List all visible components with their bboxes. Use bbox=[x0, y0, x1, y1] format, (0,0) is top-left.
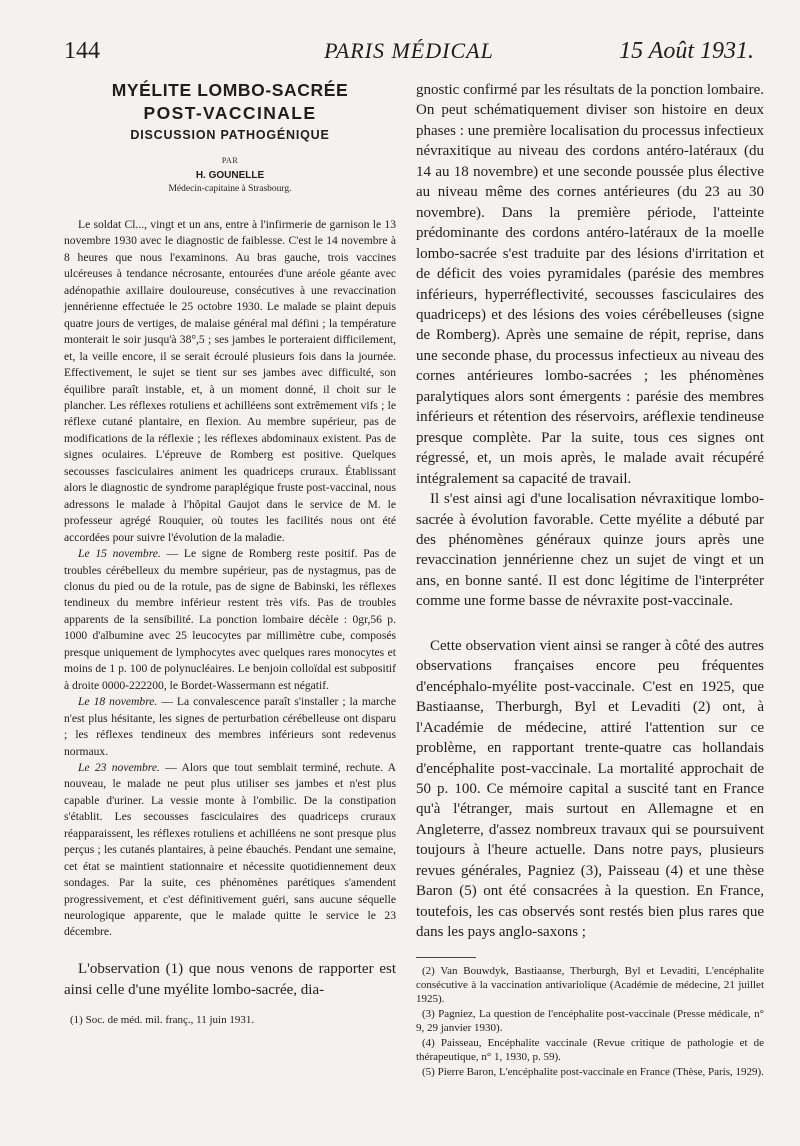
section-gap bbox=[416, 612, 764, 636]
footnote-3: (3) Pagniez, La question de l'encéphalite post-vaccinale (Presse médicale, n° 9, 29 janvier 1930). bbox=[416, 1007, 764, 1034]
article-title-line2: POST-VACCINALE bbox=[143, 103, 317, 123]
case-paragraph-3: Le 18 novembre. — La convalescence paraît s'installer ; la marche n'est plus hésitante, les signes de perturbation cérébelleuse ont disparu ; les réflexes tendineux des membres inférieurs sont redevenus normaux. bbox=[64, 695, 396, 758]
left-column bbox=[64, 78, 396, 1027]
article-title-line1: MYÉLITE LOMBO-SACRÉE bbox=[111, 80, 349, 100]
byline-par: PAR bbox=[221, 156, 239, 165]
observation-lead: L'observation (1) que nous venons de rapporter est ainsi celle d'une myélite lombo-sacrée, dia- bbox=[64, 960, 396, 998]
discussion-text bbox=[416, 80, 764, 943]
page-number: 144 bbox=[64, 38, 100, 64]
case-paragraph-2: Le 15 novembre. — Le signe de Romberg reste positif. Pas de troubles cérébelleux du membre supérieur, pas de nystagmus, pas de clonus du pied ou de la rotule, pas de signe de Babinski, les réflexes tendineux du membre inférieur restent très vifs. Pas de troubles apparents de la sensibilité. La ponction lombaire décèle : 0gr,56 p. 1000 d'albumine avec 25 leucocytes par millimètre cube, composés presque uniquement de lymphocytes avec quelques rares monocytes et moins de 1 p. 100 de polynucléaires. Le benjoin colloïdal est subpositif à droite 0000-222200, le Bordet-Wassermann est négatif. bbox=[64, 547, 396, 692]
discussion-paragraph-2: Il s'est ainsi agi d'une localisation névraxitique lombo-sacrée à évolution favorable. Cette myélite a débuté par des phénomènes généraux quinze jours après une revaccination jennérienne chez un sujet de vingt et un ans, en bonne santé. Il est donc légitime de l'interpréter comme une forme basse de névraxite post-vaccinale. bbox=[416, 491, 764, 610]
footnote-5: (5) Pierre Baron, L'encéphalite post-vaccinale en France (Thèse, Paris, 1929). bbox=[422, 1065, 764, 1078]
footnotes bbox=[416, 964, 764, 1079]
article-subtitle: DISCUSSION PATHOGÉNIQUE bbox=[130, 128, 330, 142]
author-name: H. GOUNELLE bbox=[195, 170, 265, 181]
case-report bbox=[64, 217, 396, 941]
date-label: Le 23 novembre. bbox=[78, 760, 160, 774]
discussion-paragraph-3: Cette observation vient ainsi se ranger à côté des autres observations françaises encore peu fréquentes d'encéphalo-myélite post-vaccinale. C'est en 1925, que Bastiaanse, Therburgh, Byl et Levaditi (2) ont, à l'Académie de médecine, attiré l'attention sur ce problème, en rapportant trente-quatre cas hollandais d'encéphalite post-vaccinale. La mortalité approchait de 50 p. 100. Ce mémoire capital a suscité tant en France qu'à l'étranger, mais surtout en Allemagne et en Angleterre, d'assez nombreux travaux qui se poursuivent toujours à l'heure actuelle. Dans notre pays, plusieurs revues générales, Pagniez (3), Paisseau (4) et une thèse Baron (5) ont été consacrées à la question. En France, toutefois, les cas observés sont restés bien plus rares que dans les pays anglo-saxons ; bbox=[416, 637, 764, 941]
footnote-4: (4) Paisseau, Encéphalite vaccinale (Revue critique de pathologie et de thérapeutique, n° 1, 1930, p. 59). bbox=[416, 1036, 764, 1063]
date-label: Le 18 novembre. bbox=[78, 695, 158, 709]
footnote-1: (1) Soc. de méd. mil. franç., 11 juin 1931. bbox=[70, 1013, 255, 1026]
right-column bbox=[416, 80, 764, 1080]
footnote-2: (2) Van Bouwdyk, Bastiaanse, Therburgh, Byl et Levaditi, L'encéphalite consécutive à la vaccination antivariolique (Académie de médecine, 21 juillet 1925). bbox=[416, 964, 764, 1005]
discussion-paragraph-1: gnostic confirmé par les résultats de la ponction lombaire. On peut schématiquement diviser son histoire en deux phases : une première localisation du processus infectieux névraxitique au niveau des cordons antéro-latéraux (du 14 au 18 novembre) et une seconde poussée plus élective au niveau même des cornes antérieures (du 23 au 30 novembre). Dans la première période, l'atteinte prédominante des cordons antéro-latéraux de la moelle lombo-sacrée s'est traduite par des lésions d'irritation et de déficit des voies pyramidales (parésie des membres inférieurs, hyperréflectivité, secousses fasciculaires des quadriceps) et des lésions des voies cérébelleuses (signe de Romberg). Après une semaine de répit, reprise, dans une seconde phase, du processus infectieux au niveau des cornes antérieures lombo-sacrées ; les phénomènes paralytiques alors sont émergents : parésie des membres inférieurs et rétention des réservoirs, aréflexie tendineuse presque complète. Par la suite, tous ces signes ont régressé, et, un mois après, le malade avait récupéré intégralement sa capacité de travail. bbox=[416, 82, 764, 487]
issue-date: 15 Août 1931. bbox=[619, 38, 754, 64]
journal-title: PARIS MÉDICAL bbox=[324, 38, 494, 63]
author-affiliation: Médecin-capitaine à Strasbourg. bbox=[168, 184, 292, 194]
date-label: Le 15 novembre. bbox=[78, 547, 161, 561]
footnote-divider bbox=[416, 957, 476, 958]
case-paragraph-1: Le soldat Cl..., vingt et un ans, entre à l'infirmerie de garnison le 13 novembre 1930 avec le diagnostic de faiblesse. C'est le 14 novembre à 8 heures que nous l'examinons. Au bras gauche, trois vaccines ulcéreuses à tendance nécrosante, entourées d'une aréole géante avec adénopathie axillaire douloureuse, consécutives à une revaccination jennérienne effectuée le 25 octobre 1930. Le malade se plaint depuis quatre jours de vertiges, de malaise général mal défini ; la température monterait le soir jusqu'à 38°,5 ; ses jambes le porteraient difficilement, et, la veille encore, il se serait écroulé plusieurs fois dans la journée. Effectivement, le sujet se tient sur ses jambes avec difficulté, son équilibre paraît instable, et, à un moment donné, il choit sur le plancher. Les réflexes rotuliens et achilléens sont extrêmement vifs ; le réflexe cutané plantaire, en flexion. Au membre supérieur, pas de modifications de la réflexie ; les réflexes abdominaux existent. Pas de signes oculaires. L'épreuve de Romberg est positive. Quelques secousses fasciculaires animent les quadriceps cruraux. Établissant alors le diagnostic de syndrome paraplégique fruste post-vaccinal, nous adressons le malade à l'hôpital Gaujot dans le service de M. le professeur agrégé Rouquier, où toutes les facilités nous ont été accordées pour suivre l'évolution de la maladie. bbox=[64, 218, 396, 544]
running-header bbox=[64, 38, 754, 72]
case-paragraph-4: Le 23 novembre. — Alors que tout semblait terminé, rechute. A nouveau, le malade ne peut plus utiliser ses jambes et n'est plus capable d'uriner. La vessie monte à l'ombilic. De la constipation s'établit. Les secousses fasciculaires des quadriceps cruraux réapparaissent, les réflexes rotuliens et achilléens ne sont presque plus perçus ; les cutanés plantaires, à peine ébauchés. Pendant une semaine, cet état se maintient stationnaire et nécessite quotidiennement deux sondages. Par la suite, ces phénomènes parétiques s'amendent progressivement, et c'est définitivement guéri, sans aucune séquelle neurologique apparente, que le malade quitte le service le 23 décembre. bbox=[64, 760, 397, 939]
